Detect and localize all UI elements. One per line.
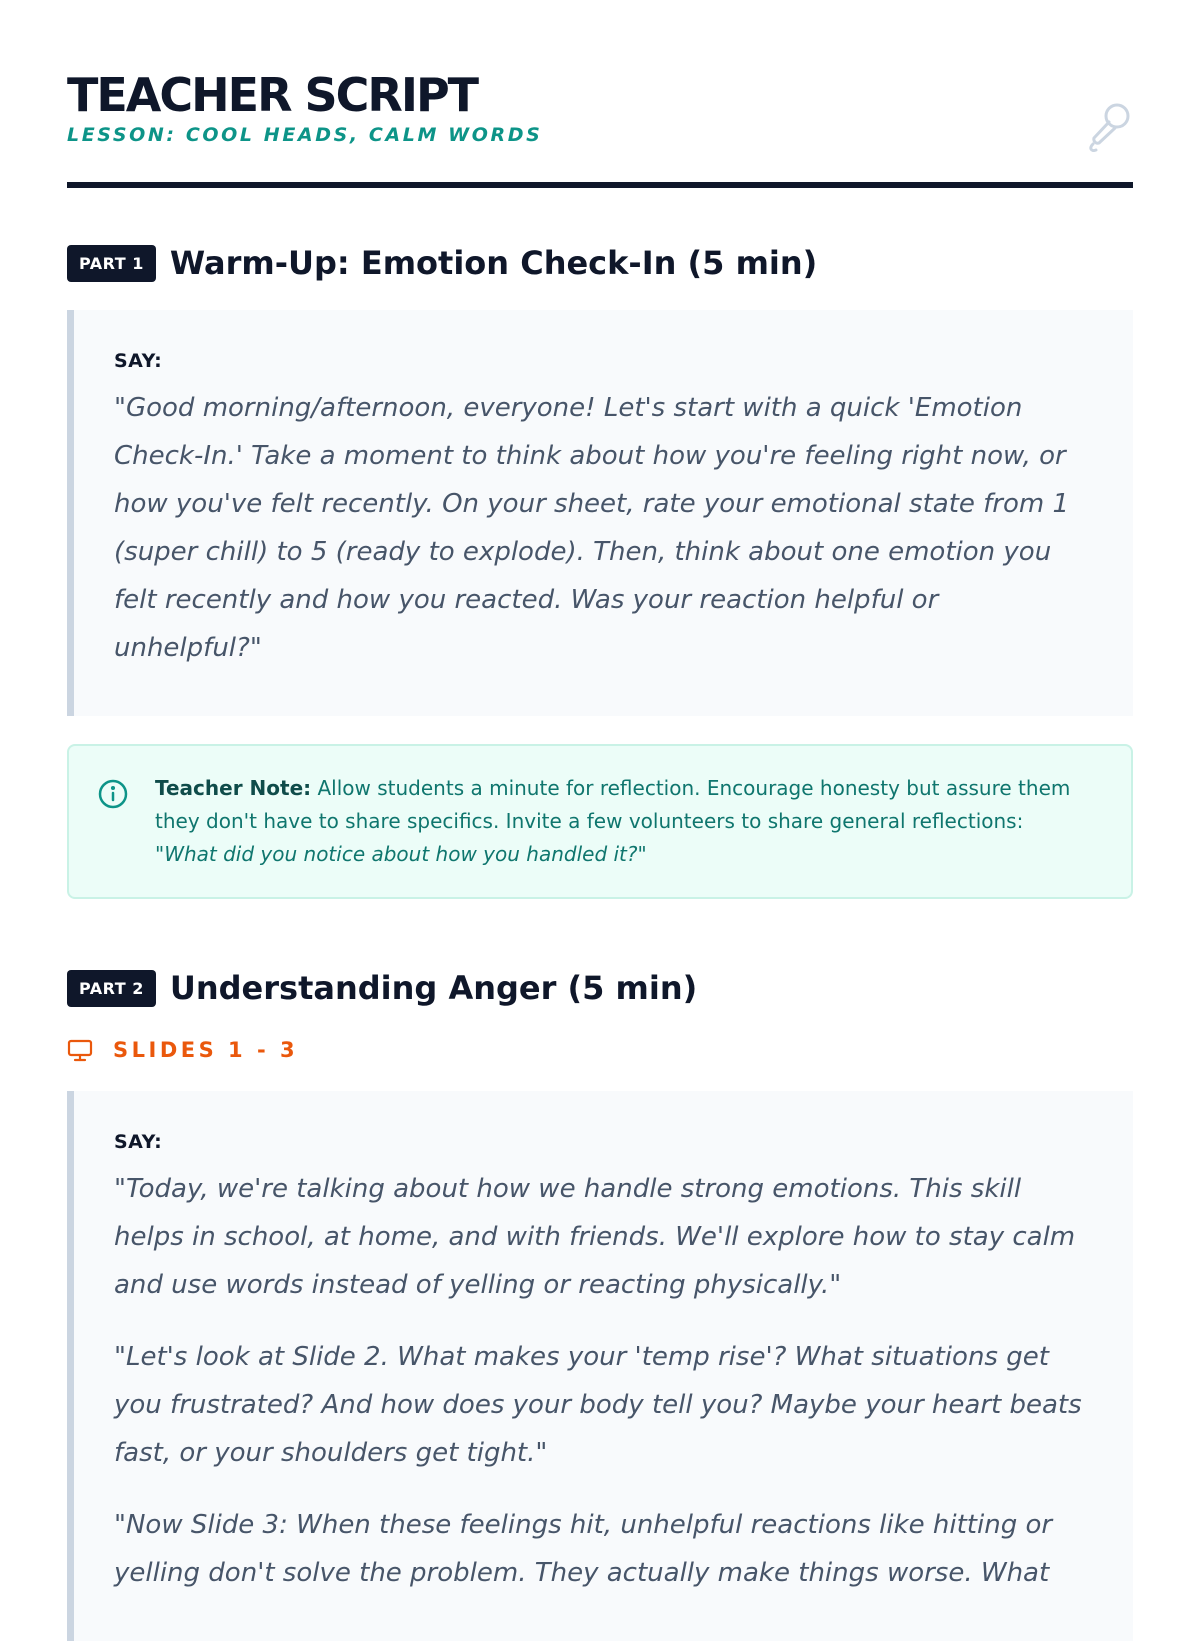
section-title: Warm-Up: Emotion Check-In (5 min) bbox=[169, 244, 818, 282]
slides-reference bbox=[67, 1037, 1133, 1063]
say-text: "Today, we're talking about how we handle strong emotions. This skill helps in school, at home, and with friends. We'll explore how to stay calm and use words instead of yelling or reacting physically." bbox=[114, 1174, 1076, 1300]
note-text: Allow students a minute for reflection. Encourage honesty but assure them they don't have to share specifics. Invite a few volunteers to share general reflections: bbox=[155, 776, 1071, 833]
page-title: TEACHER SCRIPT bbox=[67, 68, 478, 122]
say-text: "Let's look at Slide 2. What makes your 'temp rise'? What situations get you frustrated? And how does your body tell you? Maybe your heart beats fast, or your shoulders get tight." bbox=[114, 1342, 1082, 1468]
slides-label: SLIDES 1 - 3 bbox=[113, 1038, 299, 1062]
teacher-note bbox=[67, 744, 1133, 899]
say-label: SAY: bbox=[114, 350, 163, 372]
say-label: SAY: bbox=[114, 1131, 163, 1153]
note-quote: "What did you notice about how you handled it?" bbox=[155, 842, 647, 866]
say-block bbox=[67, 310, 1133, 716]
part-badge: PART 2 bbox=[67, 970, 156, 1007]
lesson-subtitle: LESSON: COOL HEADS, CALM WORDS bbox=[67, 124, 543, 146]
say-text: "Now Slide 3: When these feelings hit, unhelpful reactions like hitting or yelling don't solve the problem. They actually make things worse. What bbox=[114, 1510, 1053, 1588]
note-label: Teacher Note: bbox=[155, 776, 312, 800]
microphone-icon bbox=[1085, 100, 1133, 152]
part-2-heading bbox=[67, 969, 1133, 1007]
part-1-heading bbox=[67, 244, 1133, 282]
page-header bbox=[67, 0, 1133, 188]
section-title: Understanding Anger (5 min) bbox=[169, 969, 698, 1007]
say-text: "Good morning/afternoon, everyone! Let's start with a quick 'Emotion Check-In.' Take a moment to think about how you're feeling right now, or how you've felt recently. On your sheet, rate your emotional state from 1 (super chill) to 5 (ready to explode). Then, think about one emotion you felt recently and how you reacted. Was your reaction helpful or unhelpful?" bbox=[114, 393, 1070, 663]
info-icon bbox=[97, 778, 129, 810]
say-block bbox=[67, 1091, 1133, 1641]
presentation-icon bbox=[67, 1037, 93, 1063]
part-badge: PART 1 bbox=[67, 245, 156, 282]
